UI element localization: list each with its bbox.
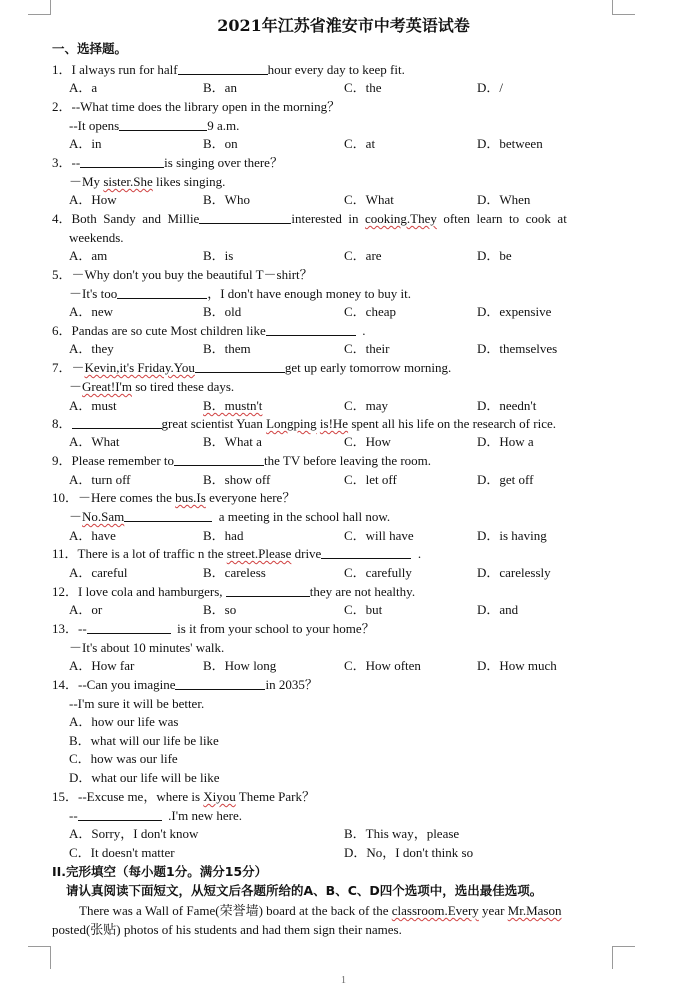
q11-spellcheck-word: street.Please [226, 546, 292, 561]
q2-line2 [69, 118, 629, 134]
q12-option-a[interactable]: A．or [69, 602, 103, 617]
passage-text-a: There was a Wall of Fame(荣誉墙) board at the back of the [79, 903, 392, 918]
q7-spellcheck-word-2: Great!I'm [82, 379, 132, 394]
page-title: 2021年江苏省淮安市中考英语试卷 [217, 16, 470, 35]
q3-line2 [69, 174, 629, 190]
q14-text-b: in 2035？ [265, 677, 318, 692]
q10-option-d[interactable]: D．is having [477, 528, 547, 543]
q14-text-a: 14．--Can you imagine [52, 677, 176, 692]
q11-text-c: . [417, 546, 422, 561]
q3-text-b: is singing over there？ [164, 155, 283, 170]
passage-line-2: posted(张贴) photos of his students and had them sign their names. [52, 922, 402, 937]
q11-option-a[interactable]: A．careful [69, 565, 128, 580]
q9-option-d[interactable]: D．get off [477, 472, 534, 487]
q3-stem [52, 155, 612, 171]
q2-option-b[interactable]: B．on [203, 136, 238, 151]
q13-text-b: is it from your school to your home？ [177, 621, 375, 636]
q3-blank [80, 155, 164, 168]
q6-option-b[interactable]: B．them [203, 341, 251, 356]
q4-option-a[interactable]: A．am [69, 248, 108, 263]
q5-option-b[interactable]: B．old [203, 304, 242, 319]
q10-option-a[interactable]: A．have [69, 528, 116, 543]
q10-option-b[interactable]: B．had [203, 528, 244, 543]
q6-option-c[interactable]: C．their [344, 341, 390, 356]
q3-option-a[interactable]: A．How [69, 192, 117, 207]
q4-text-b: interested in [291, 211, 365, 226]
q8-text-d: spent all his life on the research of rice. [348, 416, 556, 431]
q10-text-c: － [69, 509, 83, 524]
q5-text-a: －It's too [69, 286, 118, 301]
q11-option-c[interactable]: C．carefully [344, 565, 412, 580]
q12-text-a: 12．I love cola and hamburgers, [52, 584, 223, 599]
q15-stem [52, 789, 612, 805]
q6-text-a: 6．Pandas are so cute Most children like [52, 323, 266, 338]
q7-line2 [69, 379, 629, 395]
q8-stem [52, 416, 612, 432]
q1-option-a[interactable]: A．a [69, 80, 98, 95]
q12-stem [52, 584, 612, 600]
q14-option-b[interactable]: B．what will our life be like [69, 733, 219, 748]
q2-text-b: 9 a.m. [207, 118, 240, 133]
q15-blank [78, 808, 162, 821]
q9-option-b[interactable]: B．show off [203, 472, 271, 487]
q1-option-c[interactable]: C．the [344, 80, 382, 95]
q5-line2 [69, 286, 629, 302]
q15-option-a[interactable]: A．Sorry，I don't know [69, 826, 199, 841]
q11-stem [52, 546, 612, 562]
q8-text-b: great scientist Yuan [161, 416, 267, 431]
q2-option-c[interactable]: C．at [344, 136, 376, 151]
q4-option-c[interactable]: C．are [344, 248, 382, 263]
q4-stem [52, 211, 612, 227]
q5-option-d[interactable]: D．expensive [477, 304, 552, 319]
passage-line-1 [79, 903, 639, 919]
q5-text-b: ，I don't have enough money to buy it. [207, 286, 412, 301]
q9-text-a: 9．Please remember to [52, 453, 175, 468]
crop-mark-bottom-left [28, 946, 51, 969]
q7-spellcheck-word: Kevin,it's Friday.You [84, 360, 195, 375]
q6-option-a[interactable]: A．they [69, 341, 114, 356]
q14-line2: --I'm sure it will be better. [69, 696, 205, 711]
q8-option-b[interactable]: B．What a [203, 434, 262, 449]
passage-text-b: year [478, 903, 508, 918]
q10-stem [52, 490, 612, 506]
q13-stem [52, 621, 612, 637]
q3-option-c[interactable]: C．What [344, 192, 394, 207]
q13-line2: －It's about 10 minutes' walk. [69, 640, 225, 655]
q6-option-d[interactable]: D．themselves [477, 341, 558, 356]
q1-blank [178, 62, 268, 75]
q14-option-d[interactable]: D．what our life will be like [69, 770, 220, 785]
q11-text-a: 11．There is a lot of traffic n the [52, 546, 227, 561]
q10-option-c[interactable]: C．will have [344, 528, 414, 543]
q14-option-c[interactable]: C．how was our life [69, 751, 178, 766]
q10-text-b: everyone here？ [205, 490, 296, 505]
q10-text-d: a meeting in the school hall now. [218, 509, 391, 524]
passage-spellcheck-word-2: Mr.Mason [507, 903, 562, 918]
q3-option-d[interactable]: D．When [477, 192, 531, 207]
q3-option-b[interactable]: B．Who [203, 192, 250, 207]
q10-text-a: 10．－Here comes the [52, 490, 176, 505]
q7-option-a[interactable]: A．must [69, 398, 117, 413]
q8-spellcheck-word-2: is!He [319, 416, 349, 431]
q5-option-c[interactable]: C．cheap [344, 304, 396, 319]
q7-stem [52, 360, 612, 376]
q9-text-b: the TV before leaving the room. [264, 453, 432, 468]
page-number: 1 [341, 975, 346, 986]
q11-text-b: drive [291, 546, 322, 561]
q3-spellcheck-word: sister.She [103, 174, 153, 189]
q7-text-a: 7．－ [52, 360, 85, 375]
q9-option-a[interactable]: A．turn off [69, 472, 131, 487]
q13-blank [87, 621, 171, 634]
q5-stem: 5．－Why don't you buy the beautiful T－shirt？ [52, 267, 313, 282]
q6-stem [52, 323, 612, 339]
q7-option-d[interactable]: D．needn't [477, 398, 537, 413]
q1-stem [52, 62, 612, 78]
q15-line2 [69, 808, 629, 824]
q11-option-d[interactable]: D．carelessly [477, 565, 551, 580]
q4-option-d[interactable]: D．be [477, 248, 512, 263]
q4-text-a: 4．Both Sandy and Millie [52, 211, 200, 226]
q12-text-b: they are not healthy. [309, 584, 416, 599]
q12-option-c[interactable]: C．but [344, 602, 383, 617]
q12-blank [226, 584, 310, 597]
q15-option-d[interactable]: D．No，I don't think so [344, 845, 474, 860]
q13-option-c[interactable]: C．How often [344, 658, 421, 673]
q6-blank [266, 323, 356, 336]
q2-stem: 2．--What time does the library open in the morning？ [52, 99, 341, 114]
q15-text-c: -- [69, 808, 78, 823]
q7-option-c[interactable]: C．may [344, 398, 389, 413]
q12-option-d[interactable]: D．and [477, 602, 519, 617]
q5-blank [117, 286, 207, 299]
q2-blank [119, 118, 207, 131]
q1-text-a: 1．I always run for half [52, 62, 178, 77]
q2-option-a[interactable]: A．in [69, 136, 102, 151]
q10-spellcheck-word: bus.Is [175, 490, 206, 505]
q10-line2 [69, 509, 629, 525]
q2-option-d[interactable]: D．between [477, 136, 543, 151]
q2-text-a: --It opens [69, 118, 120, 133]
q7-text-b: get up early tomorrow morning. [284, 360, 452, 375]
section-2-heading: II.完形填空（每小题1分。满分15分） [52, 864, 268, 879]
q3-text-c: －My [69, 174, 104, 189]
q15-text-a: 15．--Excuse me，where is [52, 789, 204, 804]
q1-option-d[interactable]: D．/ [477, 80, 504, 95]
q5-option-a[interactable]: A．new [69, 304, 114, 319]
q8-blank [72, 416, 162, 429]
q15-option-b[interactable]: B．This way，please [344, 826, 460, 841]
section-1-heading: 一、选择题。 [52, 41, 128, 56]
q13-option-d[interactable]: D．How much [477, 658, 557, 673]
q14-blank [175, 677, 265, 690]
crop-mark-bottom-right [612, 946, 635, 969]
cloze-instructions: 请认真阅读下面短文，从短文后各题所给的A、B、C、D四个选项中，选出最佳选项。 [66, 883, 543, 898]
q13-text-a: 13．-- [52, 621, 87, 636]
q4-option-b[interactable]: B．is [203, 248, 234, 263]
q13-option-a[interactable]: A．How far [69, 658, 135, 673]
q15-spellcheck-word: Xiyou [203, 789, 236, 804]
q14-stem [52, 677, 612, 693]
q3-text-d: likes singing. [152, 174, 226, 189]
passage-spellcheck-word: classroom.Every [391, 903, 479, 918]
q11-option-b[interactable]: B．careless [203, 565, 266, 580]
q10-spellcheck-word-2: No.Sam [82, 509, 125, 524]
q9-stem [52, 453, 612, 469]
q8-text-a: 8． [52, 416, 72, 431]
q12-option-b[interactable]: B．so [203, 602, 237, 617]
q6-text-b: . [362, 323, 366, 338]
q9-blank [174, 453, 264, 466]
q8-spellcheck-word: Longping [266, 416, 317, 431]
q4-spellcheck-word: cooking.They [365, 211, 437, 226]
q7-text-d: so tired these days. [132, 379, 235, 394]
q10-blank [124, 509, 212, 522]
q7-blank [195, 360, 285, 373]
q4-line2: weekends. [69, 230, 124, 245]
q8-option-c[interactable]: C．How [344, 434, 391, 449]
q7-option-b[interactable]: B．mustn't [203, 398, 263, 413]
q1-option-b[interactable]: B．an [203, 80, 237, 95]
q4-text-c: often learn to cook at [436, 211, 567, 226]
q4-blank [199, 211, 291, 224]
q1-text-b: hour every day to keep fit. [267, 62, 405, 77]
q11-blank [321, 546, 411, 559]
q15-text-b: Theme Park？ [235, 789, 315, 804]
q15-option-c[interactable]: C．It doesn't matter [69, 845, 175, 860]
q7-text-c: － [69, 379, 83, 394]
q13-option-b[interactable]: B．How long [203, 658, 277, 673]
q9-option-c[interactable]: C．let off [344, 472, 397, 487]
q15-text-d: .I'm new here. [168, 808, 242, 823]
q14-option-a[interactable]: A．how our life was [69, 714, 179, 729]
q8-option-a[interactable]: A．What [69, 434, 120, 449]
q3-text-a: 3．-- [52, 155, 81, 170]
q8-option-d[interactable]: D．How a [477, 434, 534, 449]
